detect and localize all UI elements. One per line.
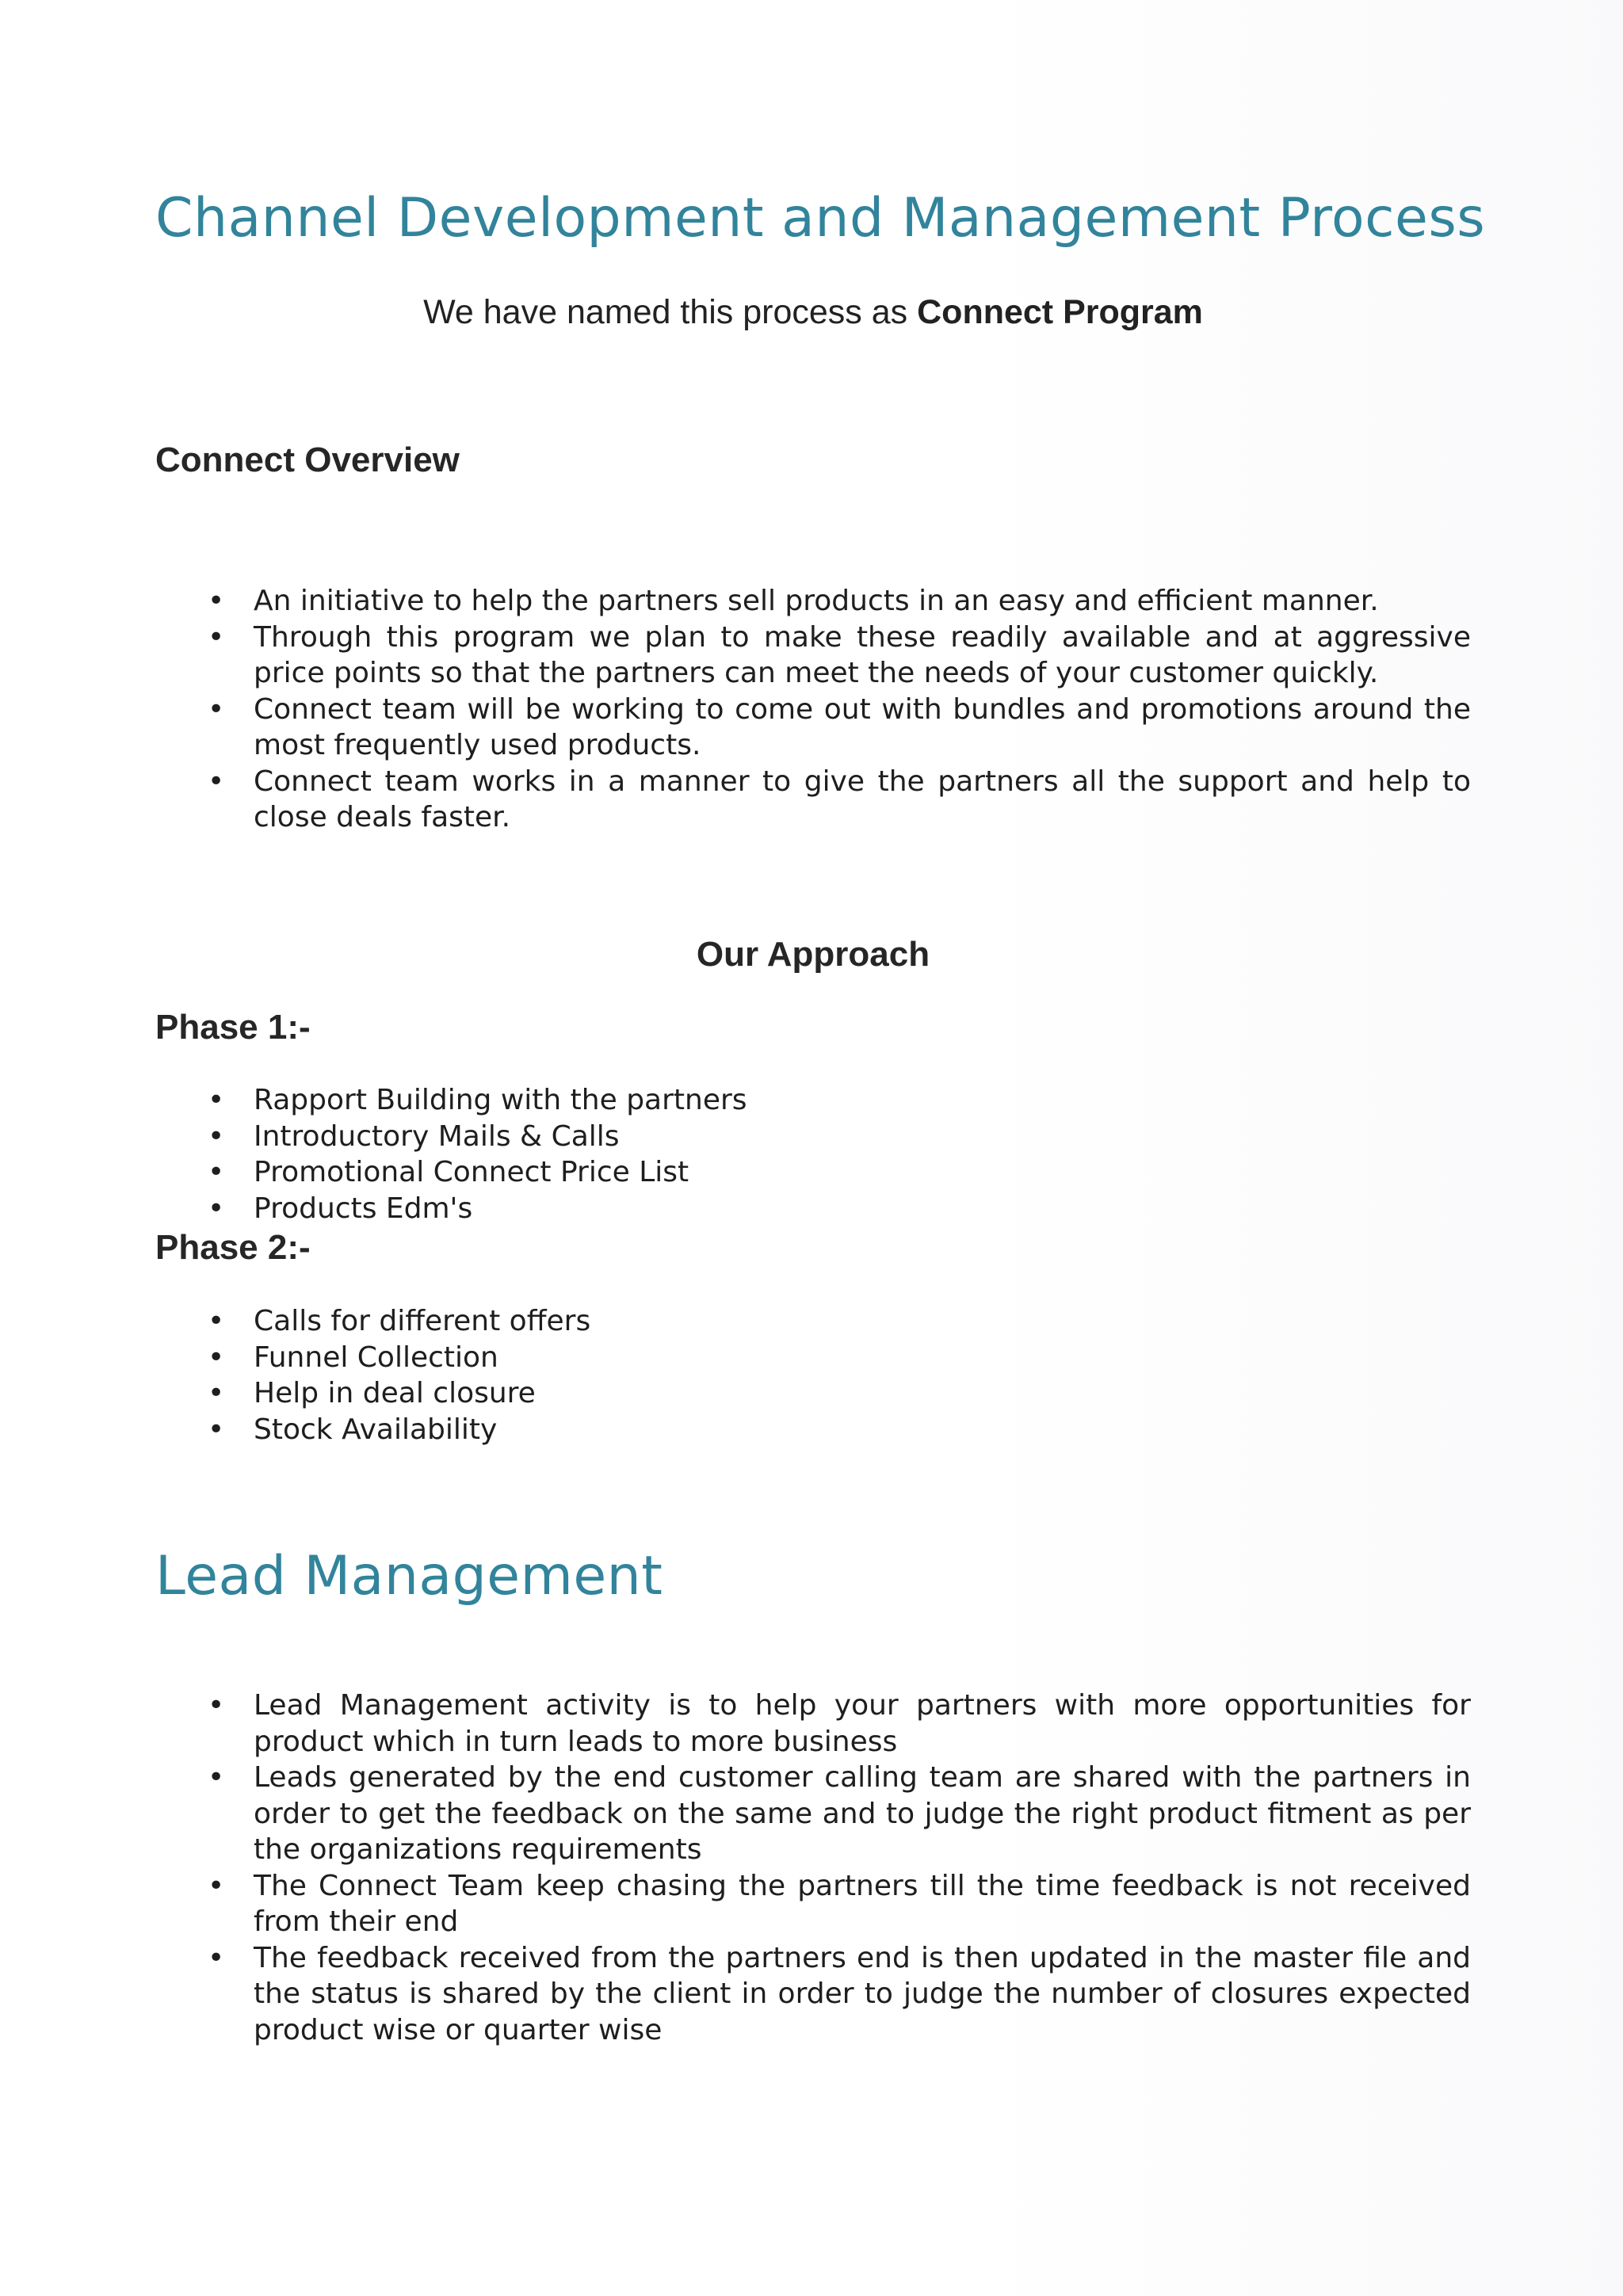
list-item: • An initiative to help the partners sell products in an easy and efficient manner. [155,583,1471,620]
list-item: • Promotional Connect Price List [155,1154,1471,1191]
list-item: • Stock Availability [155,1412,1471,1448]
bullet-icon: • [208,1689,225,1722]
phase2-heading: Phase 2:- [155,1228,311,1267]
bullet-icon: • [208,1941,225,1974]
lead-management-list [155,1688,1471,2048]
page-title: Channel Development and Management Process [155,187,1486,250]
list-item: • Products Edm's [155,1191,1471,1227]
subtitle [155,293,1471,332]
bullet-icon: • [208,1305,225,1337]
bullet-icon: • [208,585,225,617]
phase1-heading: Phase 1:- [155,1008,311,1047]
list-item: • Funnel Collection [155,1340,1471,1376]
subtitle-prefix: We have named this process as [423,293,918,331]
list-item: • Connect team works in a manner to give the partners all the support and help to close deals faster. [208,765,1471,833]
list-item: • Lead Management activity is to help your partners with more opportunities for product which in turn leads to more business [208,1689,1471,1758]
list-item: • Help in deal closure [155,1375,1471,1412]
bullet-icon: • [208,1119,225,1153]
bullet-icon: • [208,1156,225,1188]
bullet-icon: • [208,765,225,798]
bullet-icon: • [208,620,225,654]
bullet-icon: • [208,1869,225,1902]
bullet-icon: • [208,1341,225,1374]
lead-management-title: Lead Management [155,1545,663,1608]
approach-heading: Our Approach [696,935,930,974]
bullet-icon: • [208,1084,225,1116]
list-item: • Leads generated by the end customer calling team are shared with the partners in order to get the feedback on the same and to judge the right product fitment as per the organizations requirements [208,1761,1471,1866]
bullet-icon: • [208,692,225,726]
list-item: • Calls for different offers [155,1303,1471,1340]
phase2-list [155,1303,1471,1447]
list-item: • Connect team will be working to come out with bundles and promotions around the most frequently used products. [208,692,1471,761]
list-item: • Through this program we plan to make these readily available and at aggressive price points so that the partners can meet the needs of your customer quickly. [208,620,1471,689]
bullet-icon: • [208,1377,225,1409]
subtitle-program-name: Connect Program [917,293,1203,331]
bullet-icon: • [208,1413,225,1446]
phase1-list [155,1082,1471,1226]
list-item: • Introductory Mails & Calls [155,1119,1471,1155]
overview-heading: Connect Overview [155,441,460,479]
list-item: • The Connect Team keep chasing the partners till the time feedback is not received from their end [208,1869,1471,1938]
list-item: • The feedback received from the partners end is then updated in the master file and the status is shared by the client in order to judge the number of closures expected product wise or quarter wise [208,1941,1471,2046]
list-item: • Rapport Building with the partners [155,1082,1471,1119]
overview-list [155,583,1471,836]
bullet-icon: • [208,1761,225,1794]
bullet-icon: • [208,1192,225,1225]
